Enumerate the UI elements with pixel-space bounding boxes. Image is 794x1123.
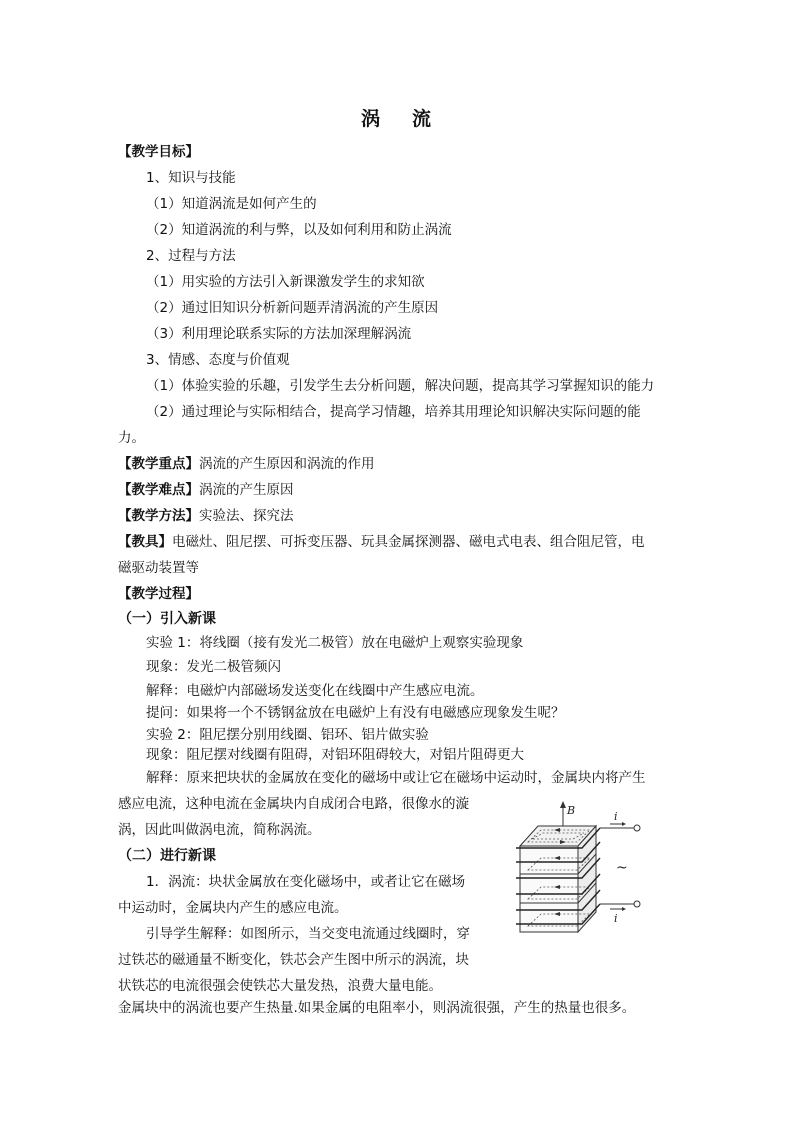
explanation-2-line-1: 解释：原来把块状的金属放在变化的磁场中或让它在磁场中运动时，金属块内将产生 [146, 770, 646, 786]
experiment-2: 实验 2：阻尼摆分别用线圈、铝环、铝片做实验 [146, 727, 429, 743]
teaching-tools-label: 【教具】 [118, 534, 172, 550]
knowledge-title: 1、知识与技能 [146, 170, 236, 186]
guide-line-2: 过铁芯的磁通量不断变化，铁芯会产生图中所示的涡流，块 [118, 952, 469, 968]
teaching-method-text: 实验法、探究法 [199, 508, 294, 524]
explanation-1: 解释：电磁炉内部磁场发送变化在线圈中产生感应电流。 [146, 683, 484, 699]
explanation-2-line-2: 感应电流，这种电流在金属块内自成闭合电路，很像水的漩 [118, 796, 469, 812]
key-point-text: 涡流的产生原因和涡流的作用 [199, 456, 375, 472]
teaching-method-label: 【教学方法】 [118, 508, 199, 524]
key-point-label: 【教学重点】 [118, 456, 199, 472]
title-part-1: 涡 [360, 108, 382, 130]
knowledge-item-1: （1）知道涡流是如何产生的 [146, 196, 317, 212]
b-field-label: B [567, 804, 576, 817]
question: 提问：如果将一个不锈钢盆放在电磁炉上有没有电磁感应现象发生呢？ [146, 705, 565, 721]
difficult-point-label: 【教学难点】 [118, 482, 199, 498]
current-label-bottom: i [614, 912, 618, 925]
process-item-2: （2）通过旧知识分析新问题弄清涡流的产生原因 [146, 300, 439, 316]
guide-line-3: 状铁芯的电流很强会使铁芯大量发热，浪费大量电能。 [118, 978, 442, 994]
experiment-1: 实验 1：将线圈（接有发光二极管）放在电磁炉上观察实验现象 [146, 635, 524, 651]
section-new-heading: （二）进行新课 [118, 848, 216, 864]
process-item-1: （1）用实验的方法引入新课激发学生的求知欲 [146, 274, 425, 290]
teaching-tools-text: 电磁灶、阻尼摆、可拆变压器、玩具金属探测器、磁电式电表、组合阻尼管，电 [172, 534, 645, 550]
title-part-2: 流 [412, 108, 434, 130]
ac-source-symbol: ~ [616, 860, 628, 876]
b-field-arrowhead [560, 801, 566, 808]
teaching-tools-line-2: 磁驱动装置等 [118, 560, 199, 576]
section-intro-heading: （一）引入新课 [118, 611, 216, 627]
teaching-method [118, 507, 294, 525]
difficult-point [118, 481, 294, 499]
eddy-current-figure [510, 798, 660, 958]
process-item-3: （3）利用理论联系实际的方法加深理解涡流 [146, 326, 412, 342]
eddy-definition-line-2: 中运动时，金属块内产生的感应电流。 [118, 900, 348, 916]
teaching-tools [118, 533, 645, 551]
phenomenon-2: 现象：阻尼摆对线圈有阻碍，对铝环阻碍较大，对铝片阻碍更大 [146, 747, 524, 763]
terminal-top [634, 825, 640, 831]
explanation-2-line-3: 涡，因此叫做涡电流，简称涡流。 [118, 822, 321, 838]
guide-line-1: 引导学生解释：如图所示，当交变电流通过线圈时，穿 [146, 926, 470, 942]
emotion-item-2-line-1: （2）通过理论与实际相结合，提高学习情趣，培养其用理论知识解决实际问题的能 [146, 404, 641, 420]
phenomenon-1: 现象：发光二极管频闪 [146, 659, 281, 675]
objectives-heading: 【教学目标】 [118, 144, 199, 160]
current-label-top: i [614, 810, 618, 823]
heat-statement: 金属块中的涡流也要产生热量.如果金属的电阻率小，则涡流很强，产生的热量也很多。 [118, 1000, 636, 1016]
process-title: 2、过程与方法 [146, 248, 236, 264]
emotion-item-1: （1）体验实验的乐趣，引发学生去分析问题，解决问题，提高其学习掌握知识的能力 [146, 378, 655, 394]
emotion-title: 3、情感、态度与价值观 [146, 352, 290, 368]
terminal-bottom [634, 901, 640, 907]
eddy-definition-line-1: 1．涡流：块状金属放在变化磁场中，或者让它在磁场 [146, 874, 466, 890]
key-point [118, 455, 375, 473]
difficult-point-text: 涡流的产生原因 [199, 482, 294, 498]
emotion-item-2-line-2: 力。 [118, 430, 145, 446]
knowledge-item-2: （2）知道涡流的利与弊，以及如何利用和防止涡流 [146, 222, 452, 238]
page-title [0, 104, 794, 131]
process-heading: 【教学过程】 [118, 586, 199, 602]
